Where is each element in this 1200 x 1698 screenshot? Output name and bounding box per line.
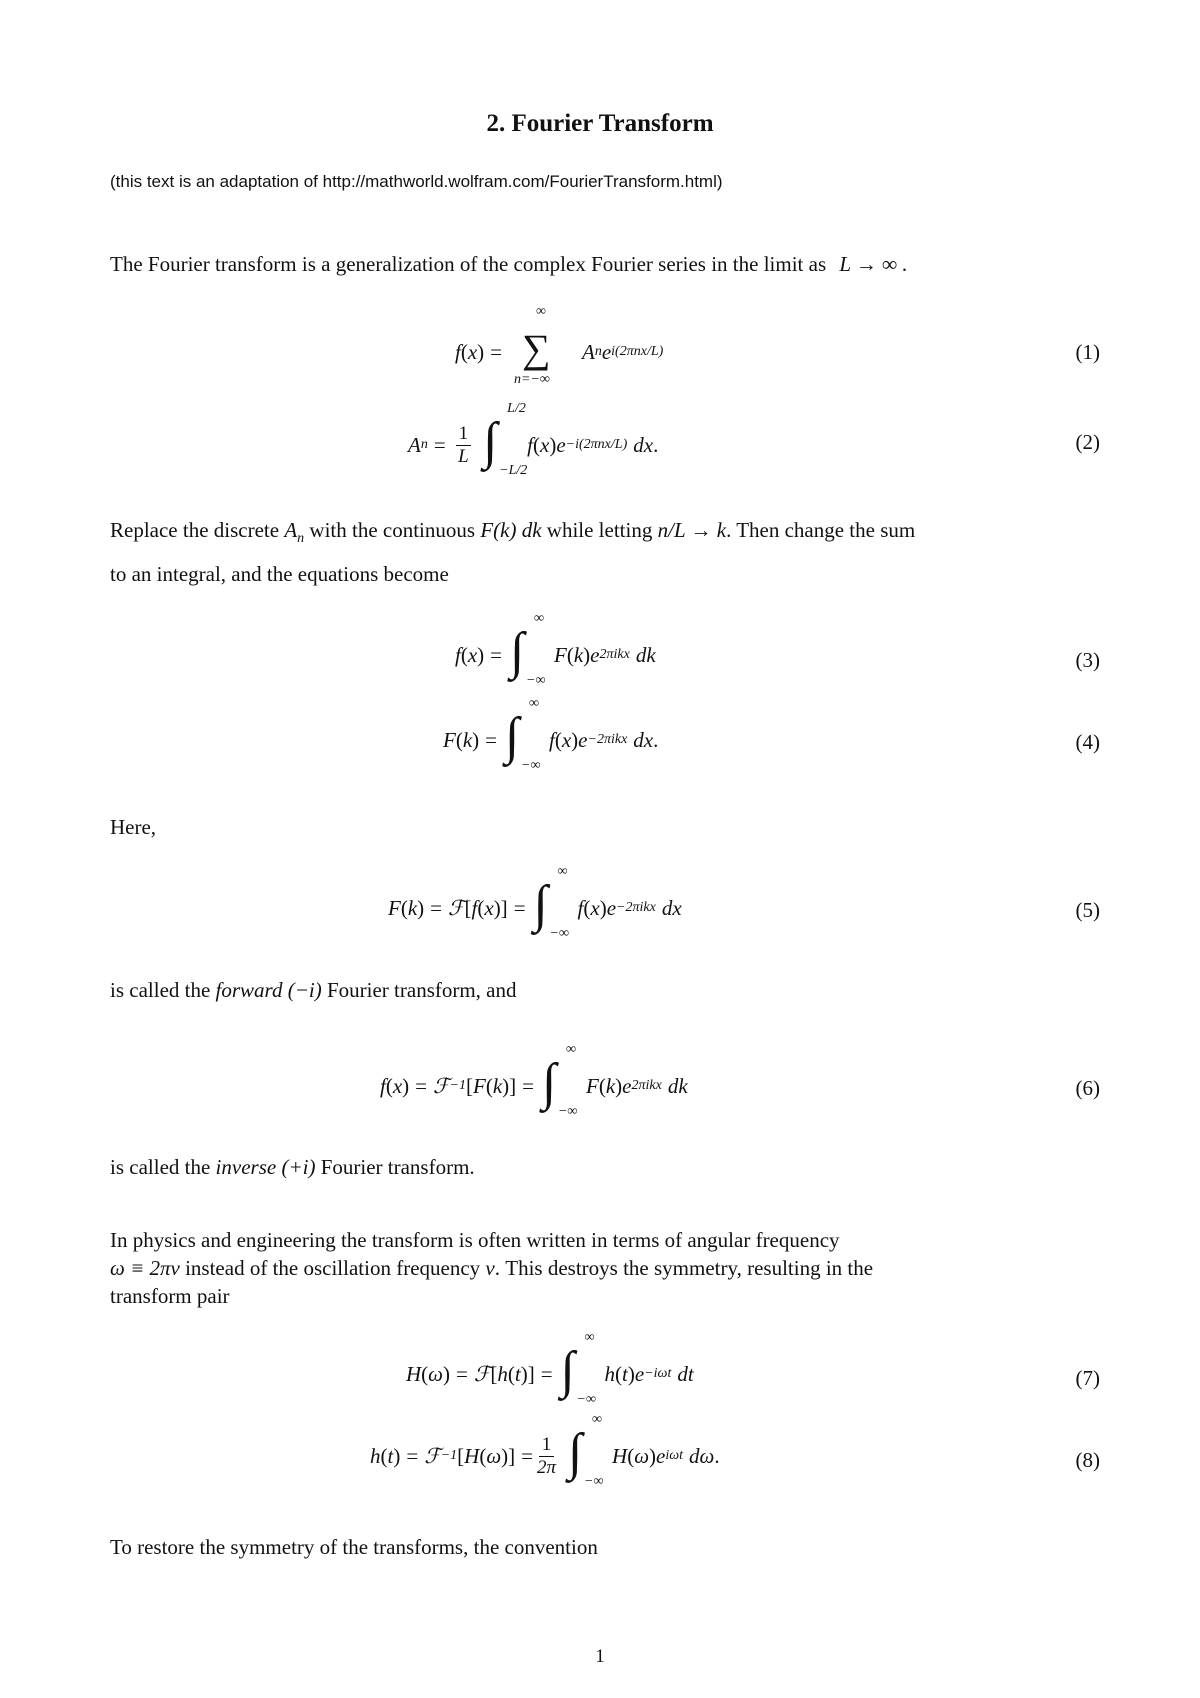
replace-text-4: . Then change the sum — [726, 518, 916, 542]
replace-text-2: with the continuous — [309, 518, 476, 542]
equation-4: F ( k ) = ∞ ∫ −∞ f ( x ) e −2πikx dx . — [443, 696, 659, 773]
replace-text-3: while letting — [546, 518, 653, 542]
physics-text-3: . This destroys the symmetry, resulting in the — [494, 1256, 874, 1280]
inverse-math: (+i) — [281, 1155, 316, 1179]
physics-line-2 — [110, 1256, 873, 1281]
intro-math: L → ∞ . — [839, 252, 908, 276]
intro-text: The Fourier transform is a generalization of the complex Fourier series in the limit as — [110, 252, 827, 276]
equation-7: H ( ω ) = ℱ [ h ( t )] = ∞ ∫ −∞ h ( t ) e −iωt dt — [406, 1330, 694, 1407]
restore-text: To restore the symmetry of the transforms, the convention — [110, 1535, 598, 1559]
replace-math-2: F(k) dk — [480, 518, 542, 542]
physics-line-1: In physics and engineering the transform is often written in terms of angular frequency — [110, 1228, 840, 1252]
forward-math: (−i) — [287, 978, 322, 1002]
forward-em: forward — [215, 978, 283, 1002]
replace-paragraph — [110, 518, 915, 547]
inverse-text-1: is called the — [110, 1155, 211, 1179]
inverse-text-2: Fourier transform. — [320, 1155, 475, 1179]
replace-text-1: Replace the discrete — [110, 518, 280, 542]
here-text: Here, — [110, 815, 157, 839]
equation-number-2: (2) — [1075, 430, 1100, 454]
equation-2: A n = $\frac{1}{L}$ L/2 ∫ −L/2 f ( x ) e −i(2πnx/L) dx . — [408, 401, 659, 478]
equation-number-4: (4) — [1075, 730, 1100, 754]
replace-math-3: n/L → k — [657, 518, 727, 542]
forward-paragraph — [110, 978, 517, 1003]
equation-5: F ( k ) = ℱ [ f ( x )] = ∞ ∫ −∞ f ( x ) e −2πikx dx — [388, 864, 682, 941]
equation-number-6: (6) — [1075, 1076, 1100, 1100]
equation-number-3: (3) — [1075, 648, 1100, 672]
forward-text-1: is called the — [110, 978, 211, 1002]
replace-math-1: A — [284, 518, 298, 542]
page-number: 1 — [595, 1646, 605, 1667]
equation-number-1: (1) — [1075, 340, 1100, 364]
forward-text-2: Fourier transform, and — [326, 978, 517, 1002]
intro-paragraph — [110, 252, 908, 277]
equation-3: f ( x ) = ∞ ∫ −∞ F ( k ) e 2πikx dk — [455, 611, 656, 688]
replace-line-2: to an integral, and the equations become — [110, 562, 449, 586]
inverse-paragraph — [110, 1155, 475, 1180]
document-title: 2. Fourier Transform — [486, 110, 714, 137]
equation-1: f ( x ) = ∞ ∑ n=−∞ A n e i(2πnx/L) — [455, 304, 664, 387]
physics-math-1: ω ≡ 2πν — [110, 1256, 180, 1280]
physics-line-3: transform pair — [110, 1284, 230, 1308]
physics-math-2: ν — [485, 1256, 495, 1280]
equation-number-5: (5) — [1075, 898, 1100, 922]
replace-math-1-sub: n — [297, 531, 305, 546]
equation-6: f ( x ) = ℱ −1 [ F ( k )] = ∞ ∫ −∞ F ( k ) e 2πikx dk — [380, 1042, 688, 1119]
equation-number-7: (7) — [1075, 1366, 1100, 1390]
inverse-em: inverse — [215, 1155, 277, 1179]
physics-text-2: instead of the oscillation frequency — [185, 1256, 481, 1280]
source-note: (this text is an adaptation of http://mathworld.wolfram.com/FourierTransform.html) — [110, 172, 723, 191]
equation-8: h ( t ) = ℱ −1 [ H ( ω )] = $\frac{1}{2\pi}$ ∞ ∫ −∞ H ( ω ) e iωt dω . — [370, 1412, 720, 1489]
equation-number-8: (8) — [1075, 1448, 1100, 1472]
